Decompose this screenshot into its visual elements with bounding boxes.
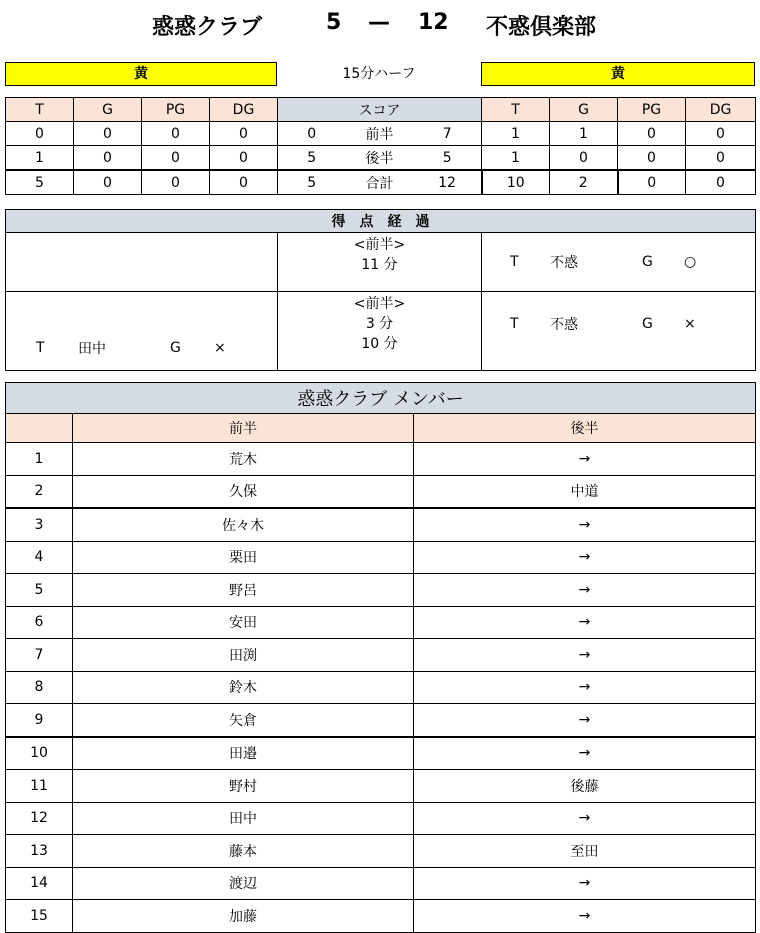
away-g-value: 0 [550,146,618,171]
home-score: 5 [326,10,342,35]
away-color-bar: 黄 [481,62,755,86]
member-number: 12 [6,802,73,835]
home-half-score: 0 [278,122,346,146]
half-label: 前半 [346,122,414,146]
member-first-half-header: 前半 [73,414,414,443]
member-second-half: → [414,443,756,476]
progress-minute: 3 分 [365,316,394,332]
away-pg-total: 0 [618,170,686,195]
member-first-half: 渡辺 [73,867,414,900]
header-away-g: G [550,98,618,122]
score-header-row [6,98,756,122]
progress-title: 得 点 経 過 [6,210,756,233]
goal-result: × [684,316,696,332]
progress-time-cell [278,292,482,371]
member-number: 6 [6,606,73,639]
progress-row [6,292,756,371]
member-row [6,541,756,574]
scorer-name: 不惑 [550,317,578,333]
member-second-half: 後藤 [414,770,756,803]
away-half-score: 7 [414,122,482,146]
home-g-total: 0 [74,170,142,195]
header-home-t: T [6,98,74,122]
away-pg-value: 0 [618,122,686,146]
score-table [5,97,756,195]
header-away-pg: PG [618,98,686,122]
member-first-half: 田渕 [73,639,414,672]
member-row [6,704,756,737]
member-second-half: 至田 [414,835,756,868]
member-table-title: 惑惑クラブ メンバー [6,383,756,414]
header-score: スコア [278,98,482,122]
member-number: 10 [6,737,73,770]
home-t-value: 0 [6,122,74,146]
home-pg-value: 0 [142,122,210,146]
member-second-half: → [414,508,756,541]
member-row [6,900,756,933]
member-first-half: 鈴木 [73,671,414,704]
away-t-total: 10 [482,170,550,195]
away-dg-value: 0 [686,122,756,146]
member-number: 14 [6,867,73,900]
home-total-score: 5 [278,170,346,195]
header-home-g: G [74,98,142,122]
member-number: 13 [6,835,73,868]
away-pg-value: 0 [618,146,686,171]
home-g-value: 0 [74,146,142,171]
header-away-dg: DG [686,98,756,122]
scoring-progress-table [5,209,756,371]
try-label: T [510,316,519,332]
member-first-half: 田中 [73,802,414,835]
goal-label: G [170,340,181,356]
away-t-value: 1 [482,146,550,171]
member-row [6,835,756,868]
home-half-score: 5 [278,146,346,171]
goal-result: ○ [684,254,697,270]
progress-half-label: <前半> [353,296,406,312]
member-number: 9 [6,704,73,737]
member-first-half: 佐々木 [73,508,414,541]
away-dg-total: 0 [686,170,756,195]
goal-label: G [642,254,653,270]
score-dash: — [368,10,390,35]
away-total-score: 12 [414,170,482,195]
score-row-first-half [6,122,756,146]
away-g-value: 1 [550,122,618,146]
away-dg-value: 0 [686,146,756,171]
try-label: T [510,254,519,270]
match-header [0,0,760,50]
home-team-name: 惑惑クラブ [152,15,263,40]
member-first-half: 久保 [73,475,414,508]
header-home-dg: DG [210,98,278,122]
progress-away-cell [482,292,756,371]
member-second-half: 中道 [414,475,756,508]
progress-home-cell [6,233,278,292]
member-second-half: → [414,704,756,737]
member-row [6,606,756,639]
member-row [6,508,756,541]
home-dg-value: 0 [210,122,278,146]
away-team-name: 不惑倶楽部 [486,15,597,40]
member-second-half: → [414,867,756,900]
member-number: 5 [6,574,73,607]
score-row-second-half [6,146,756,171]
member-number: 15 [6,900,73,933]
member-second-half: → [414,802,756,835]
home-color-bar: 黄 [5,62,277,86]
member-number: 8 [6,671,73,704]
member-second-half: → [414,737,756,770]
member-first-half: 田邉 [73,737,414,770]
member-first-half: 矢倉 [73,704,414,737]
total-label: 合計 [346,170,414,195]
member-row [6,574,756,607]
try-label: T [36,340,45,356]
scorer-name: 田中 [78,341,106,357]
member-second-half: → [414,541,756,574]
progress-row [6,233,756,292]
home-t-value: 1 [6,146,74,171]
member-second-half: → [414,900,756,933]
member-number: 11 [6,770,73,803]
member-second-half: → [414,606,756,639]
member-row [6,867,756,900]
member-no-header [6,414,73,443]
member-first-half: 栗田 [73,541,414,574]
member-row [6,443,756,476]
member-second-half-header: 後半 [414,414,756,443]
member-number: 4 [6,541,73,574]
away-g-total: 2 [550,170,618,195]
home-pg-total: 0 [142,170,210,195]
member-row [6,770,756,803]
member-number: 3 [6,508,73,541]
header-away-t: T [482,98,550,122]
member-row [6,475,756,508]
progress-away-cell [482,233,756,292]
progress-minute: 11 分 [361,257,398,273]
member-row [6,737,756,770]
member-number: 2 [6,475,73,508]
goal-result: × [214,340,226,356]
member-first-half: 藤本 [73,835,414,868]
member-second-half: → [414,671,756,704]
half-label: 後半 [346,146,414,171]
goal-label: G [642,316,653,332]
header-home-pg: PG [142,98,210,122]
member-second-half: → [414,639,756,672]
away-half-score: 5 [414,146,482,171]
match-format: 15分ハーフ [342,66,416,82]
member-row [6,802,756,835]
away-score: 12 [418,10,449,35]
member-first-half: 野呂 [73,574,414,607]
home-pg-value: 0 [142,146,210,171]
progress-half-label: <前半> [353,237,406,253]
home-t-total: 5 [6,170,74,195]
member-first-half: 加藤 [73,900,414,933]
score-row-total [6,170,756,195]
member-second-half: → [414,574,756,607]
member-number: 7 [6,639,73,672]
scorer-name: 不惑 [550,255,578,271]
home-g-value: 0 [74,122,142,146]
member-number: 1 [6,443,73,476]
member-row [6,671,756,704]
member-row [6,639,756,672]
away-t-value: 1 [482,122,550,146]
progress-minute: 10 分 [361,336,398,352]
progress-home-cell [6,292,278,371]
home-dg-value: 0 [210,146,278,171]
home-dg-total: 0 [210,170,278,195]
member-first-half: 荒木 [73,443,414,476]
member-first-half: 野村 [73,770,414,803]
progress-time-cell [278,233,482,292]
member-table [5,382,756,933]
member-first-half: 安田 [73,606,414,639]
